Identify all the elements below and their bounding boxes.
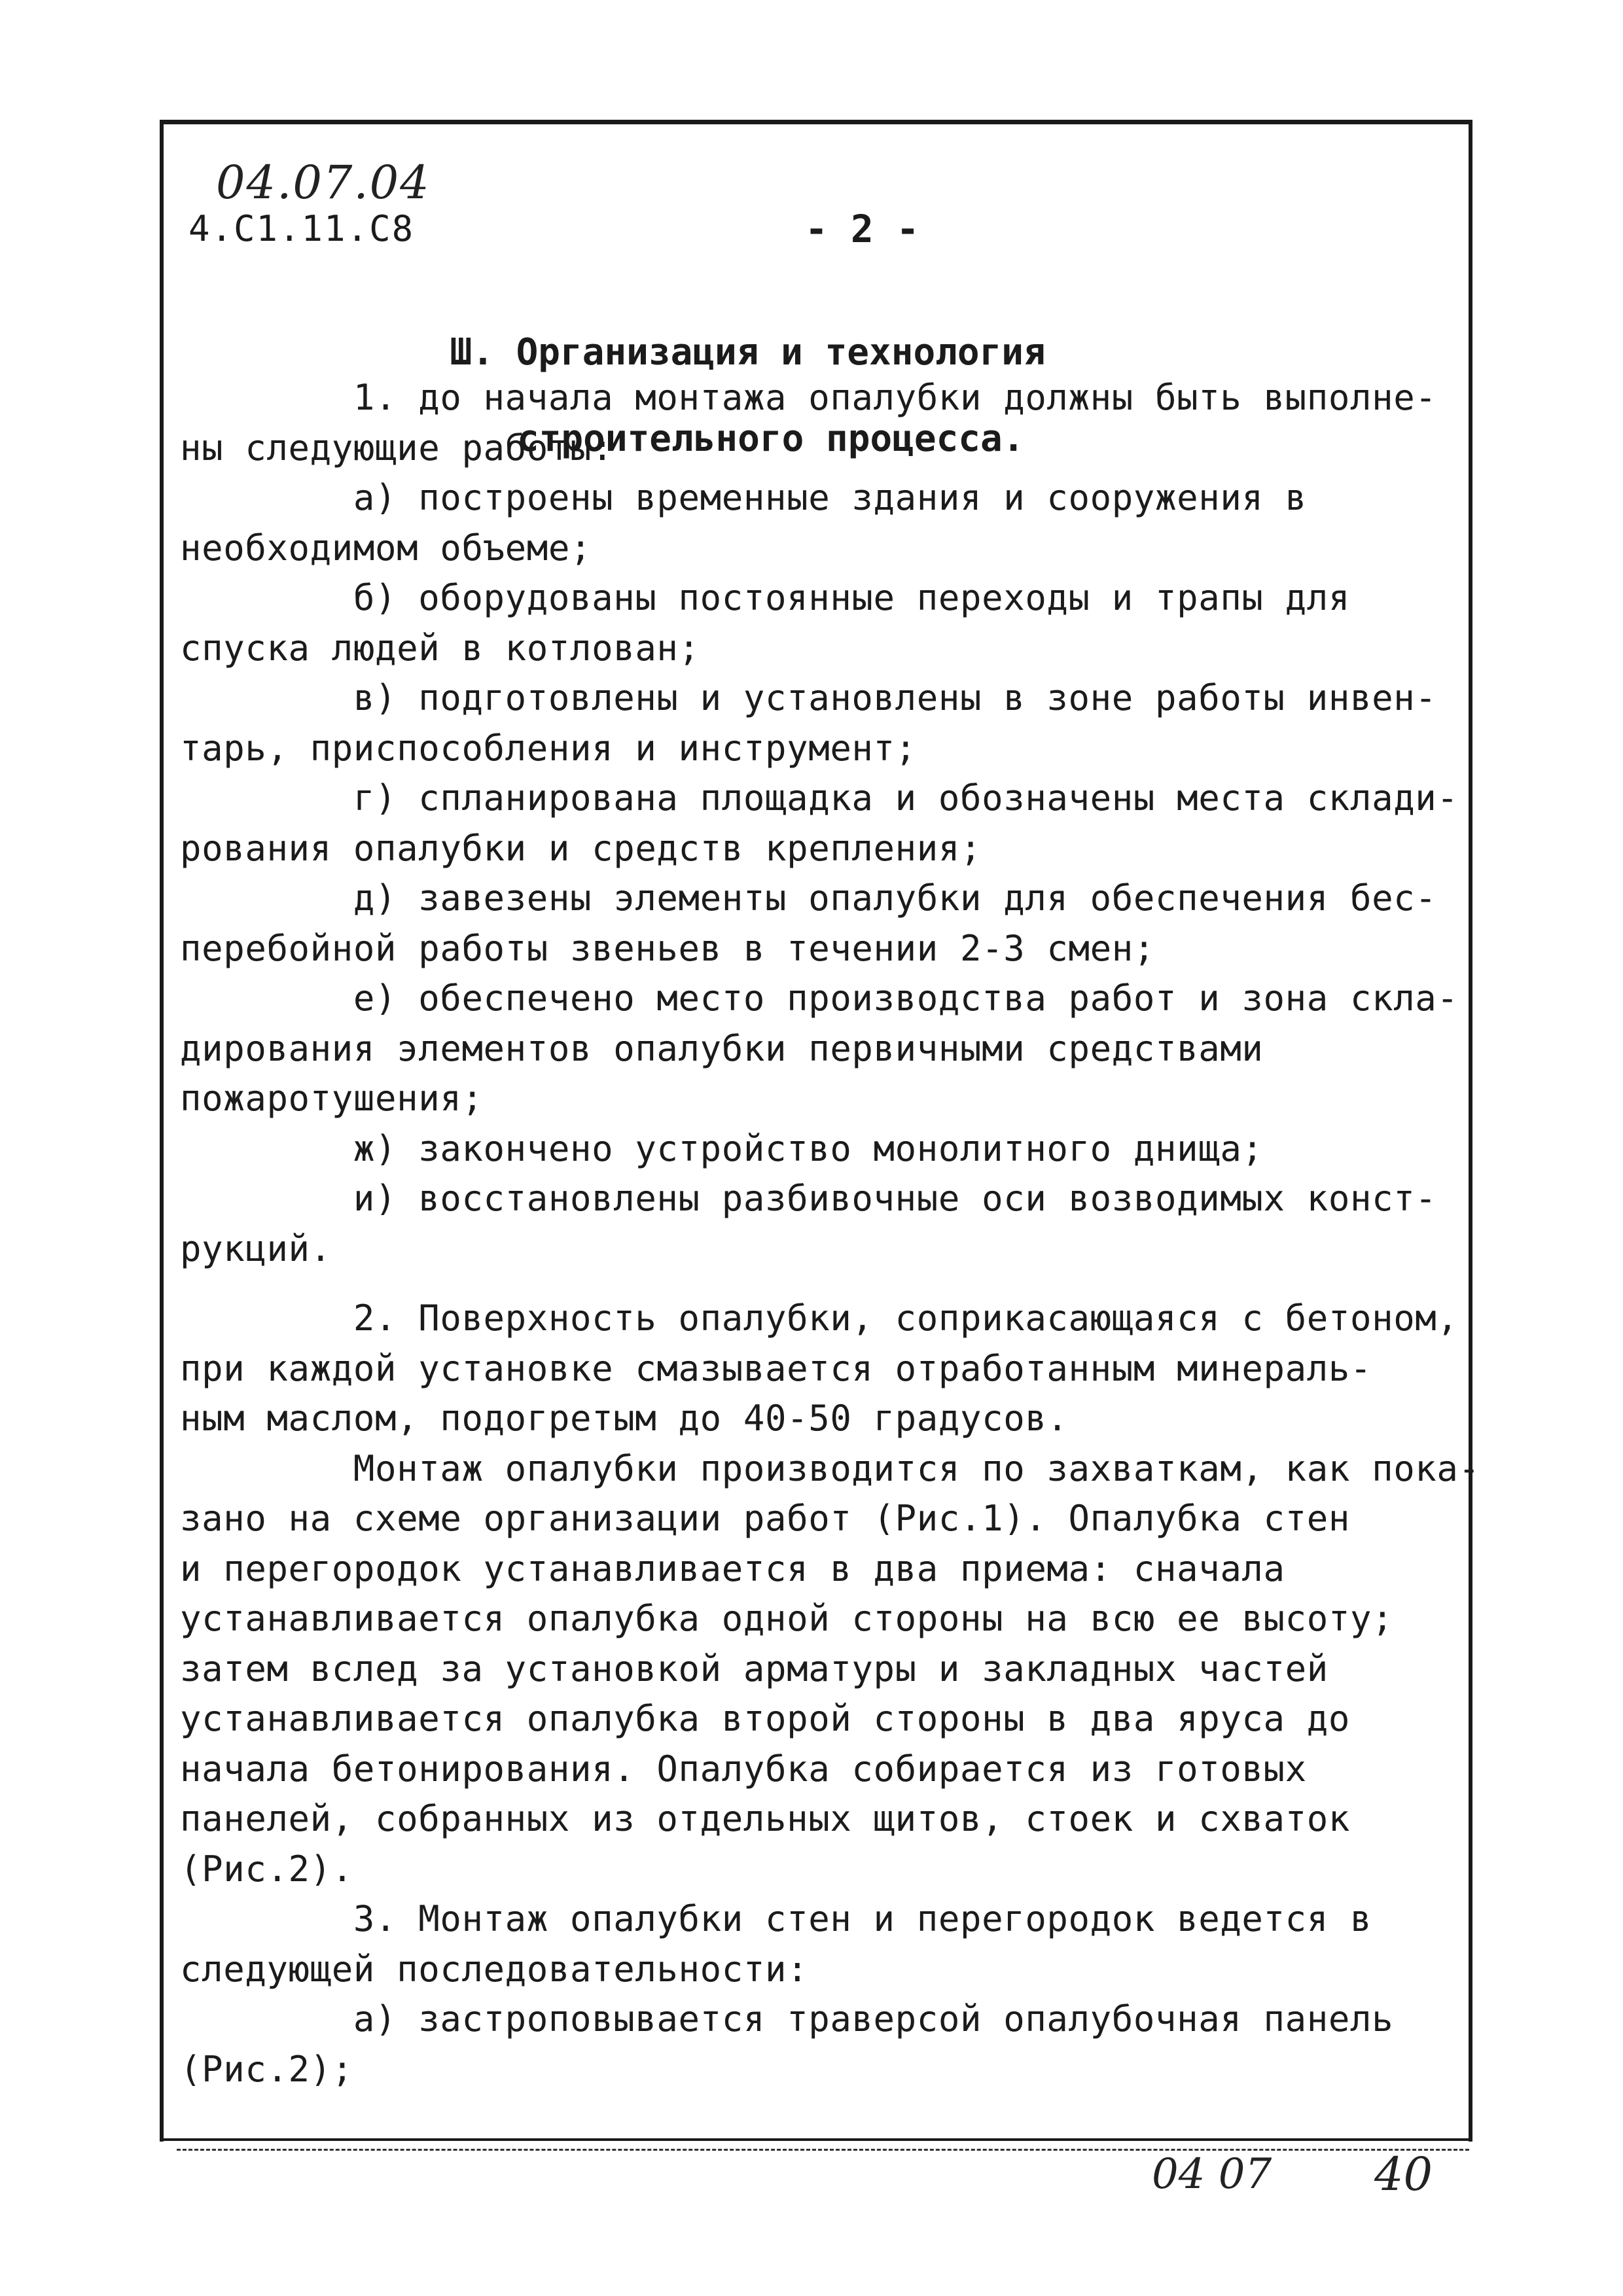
text-line: 1. до начала монтажа опалубки должны быть выполне- [180,377,1437,418]
paragraph-gap [180,1274,1450,1294]
text-line: зано на схеме организации работ (Рис.1). Опалубка стен [180,1498,1350,1539]
frame-bottom-rule-secondary [177,2149,1469,2151]
text-line: б) оборудованы постоянные переходы и трапы для [180,577,1350,618]
text-line: рования опалубки и средств крепления; [180,827,982,869]
page-number: - 2 - [805,207,919,251]
text-line: ж) закончено устройство монолитного днища; [180,1127,1264,1169]
text-line: а) застроповывается траверсой опалубочная панель [180,1998,1394,2040]
text-line: и перегородок устанавливается в два приема: сначала [180,1547,1285,1589]
text-line: затем вслед за установкой арматуры и закладных частей [180,1648,1329,1689]
text-line: устанавливается опалубка одной стороны на всю ее высоту; [180,1598,1394,1639]
text-line: и) восстановлены разбивочные оси возводимых конст- [180,1178,1437,1219]
text-line: (Рис.2); [180,2048,353,2090]
section-heading-line-1: Ш. Организация и технология [450,331,1046,374]
text-line: тарь, приспособления и инструмент; [180,727,917,769]
text-line: в) подготовлены и установлены в зоне работы инвен- [180,677,1437,718]
text-line: панелей, собранных из отдельных щитов, стоек и схваток [180,1798,1350,1839]
handwritten-sheet-code: 04 07 [1152,2150,1272,2199]
text-line: рукций. [180,1227,332,1269]
text-line: д) завезены элементы опалубки для обеспечения бес- [180,877,1437,919]
text-line: е) обеспечено место производства работ и зона скла- [180,978,1459,1019]
text-line: пожаротушения; [180,1078,484,1119]
body-text [180,373,1480,2094]
section-heading-line-2: строительного процесса. [517,417,1025,460]
text-line: 2. Поверхность опалубки, соприкасающаяся с бетоном, [180,1298,1459,1339]
handwritten-code: 04.07.04 [216,156,431,209]
text-line: устанавливается опалубка второй стороны в два яруса до [180,1698,1350,1739]
document-code: 4.С1.11.С8 [188,208,415,249]
text-line: 3. Монтаж опалубки стен и перегородок ведется в [180,1898,1372,1939]
text-line: г) спланирована площадка и обозначены места склади- [180,777,1459,819]
text-line: следующей последовательности: [180,1948,809,1990]
text-line: начала бетонирования. Опалубка собирается из готовых [180,1748,1307,1790]
text-line: при каждой установке смазывается отработанным минераль- [180,1347,1372,1389]
text-line: (Рис.2). [180,1848,353,1890]
text-line: Монтаж опалубки производится по захваткам, как пока- [180,1447,1480,1489]
text-line: ны следующие работы: [180,427,614,468]
text-line: необходимом объеме; [180,527,592,569]
text-line: а) построены временные здания и сооружения в [180,477,1307,518]
handwritten-sheet-number: 40 [1374,2147,1433,2201]
text-line: дирования элементов опалубки первичными средствами [180,1027,1264,1069]
text-line: спуска людей в котлован; [180,627,700,669]
text-line: перебойной работы звеньев в течении 2-3 смен; [180,927,1155,969]
frame-bottom-rule [164,2138,1469,2141]
text-line: ным маслом, подогретым до 40-50 градусов. [180,1398,1069,1439]
